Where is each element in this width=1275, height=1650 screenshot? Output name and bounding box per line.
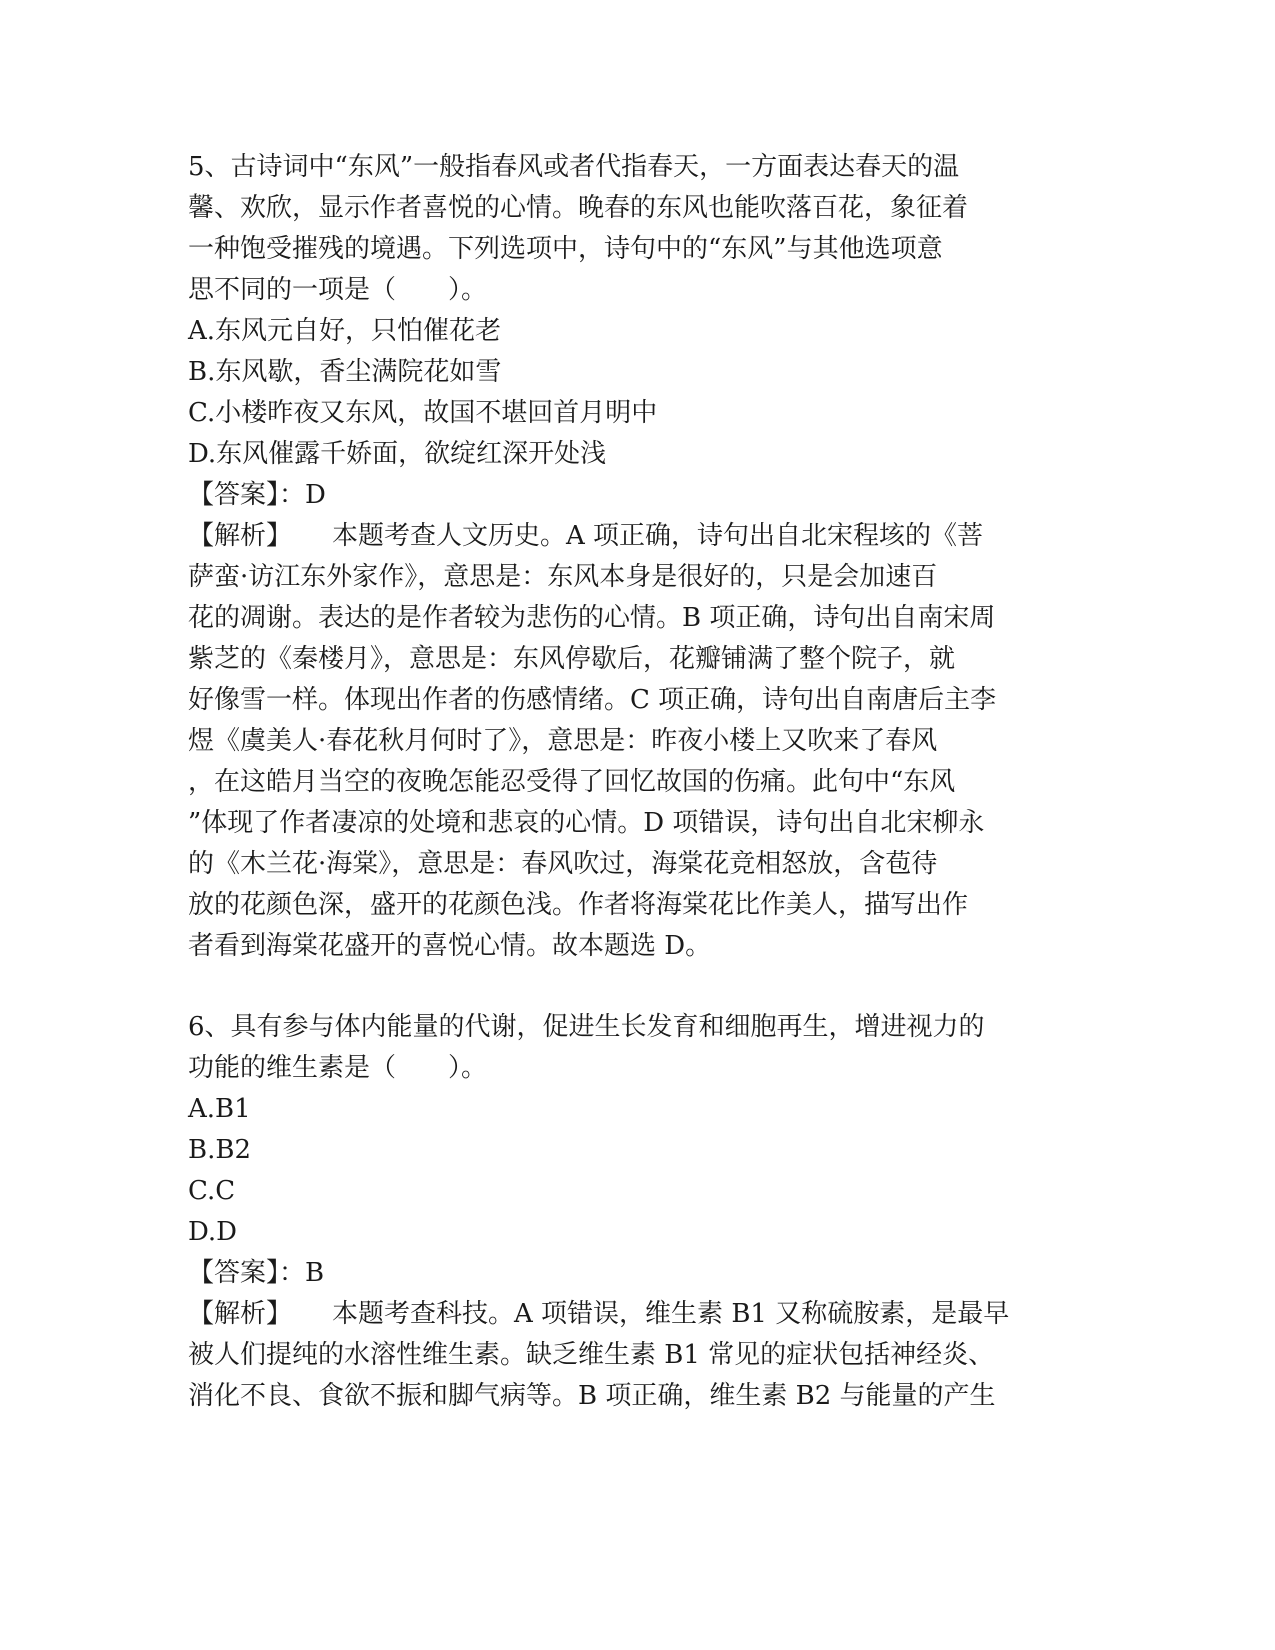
q5-analysis-line: 紫芝的《秦楼月》，意思是：东风停歇后，花瓣铺满了整个院子，就 xyxy=(188,644,956,674)
q6-analysis-first-line xyxy=(188,1297,1009,1331)
q6-analysis-line: 消化不良、食欲不振和脚气病等。B 项正确，维生素 B2 与能量的产生 xyxy=(188,1381,996,1411)
q5-option-a: A.东风元自好，只怕催花老 xyxy=(188,316,502,346)
q5-analysis-line: ”体现了作者凄凉的处境和悲哀的心情。D 项错误，诗句出自北宋柳永 xyxy=(188,808,985,838)
q5-stem-line: 思不同的一项是（ ）。 xyxy=(188,275,488,305)
q5-option-d: D.东风催露千娇面，欲绽红深开处浅 xyxy=(188,439,607,469)
q5-analysis-line: 放的花颜色深，盛开的花颜色浅。作者将海棠花比作美人，描写出作 xyxy=(188,890,969,920)
q5-stem-line: 一种饱受摧残的境遇。下列选项中，诗句中的“东风”与其他选项意 xyxy=(188,234,943,264)
q6-option-b: B.B2 xyxy=(188,1135,252,1165)
q5-answer: 【答案】：D xyxy=(188,480,326,510)
q5-analysis-first-line xyxy=(188,519,983,553)
q6-stem-line: 6、具有参与体内能量的代谢，促进生长发育和细胞再生，增进视力的 xyxy=(188,1012,985,1042)
q5-option-b: B.东风歇，香尘满院花如雪 xyxy=(188,357,502,387)
q5-analysis-line: ，在这皓月当空的夜晚怎能忍受得了回忆故国的伤痛。此句中“东风 xyxy=(188,767,956,797)
q5-analysis-line: 萨蛮·访江东外家作》，意思是：东风本身是很好的，只是会加速百 xyxy=(188,562,938,592)
q5-analysis-line: 的《木兰花·海棠》，意思是：春风吹过，海棠花竞相怒放，含苞待 xyxy=(188,849,938,879)
q5-stem-line: 馨、欢欣，显示作者喜悦的心情。晚春的东风也能吹落百花，象征着 xyxy=(188,193,969,223)
q5-analysis-line: 好像雪一样。体现出作者的伤感情绪。C 项正确，诗句出自南唐后主李 xyxy=(188,685,997,715)
q6-option-c: C.C xyxy=(188,1176,236,1206)
q5-stem-line: 5、古诗词中“东风”一般指春风或者代指春天，一方面表达春天的温 xyxy=(188,152,960,182)
q5-option-c: C.小楼昨夜又东风，故国不堪回首月明中 xyxy=(188,398,658,428)
q5-analysis-label: 【解析】 xyxy=(188,521,293,551)
q5-analysis-line: 者看到海棠花盛开的喜悦心情。故本题选 D。 xyxy=(188,931,712,961)
q6-analysis-text: 本题考查科技。A 项错误，维生素 B1 又称硫胺素，是最早 xyxy=(332,1299,1010,1329)
q6-analysis-label: 【解析】 xyxy=(188,1299,293,1329)
q5-analysis-line: 煜《虞美人·春花秋月何时了》，意思是：昨夜小楼上又吹来了春风 xyxy=(188,726,938,756)
q6-answer: 【答案】：B xyxy=(188,1258,325,1288)
q6-analysis-line: 被人们提纯的水溶性维生素。缺乏维生素 B1 常见的症状包括神经炎、 xyxy=(188,1340,995,1370)
q5-analysis-line: 花的凋谢。表达的是作者较为悲伤的心情。B 项正确，诗句出自南宋周 xyxy=(188,603,996,633)
q6-stem-line: 功能的维生素是（ ）。 xyxy=(188,1053,488,1083)
q6-option-d: D.D xyxy=(188,1217,238,1247)
q6-option-a: A.B1 xyxy=(188,1094,251,1124)
q5-analysis-text: 本题考查人文历史。A 项正确，诗句出自北宋程垓的《菩 xyxy=(332,521,984,551)
